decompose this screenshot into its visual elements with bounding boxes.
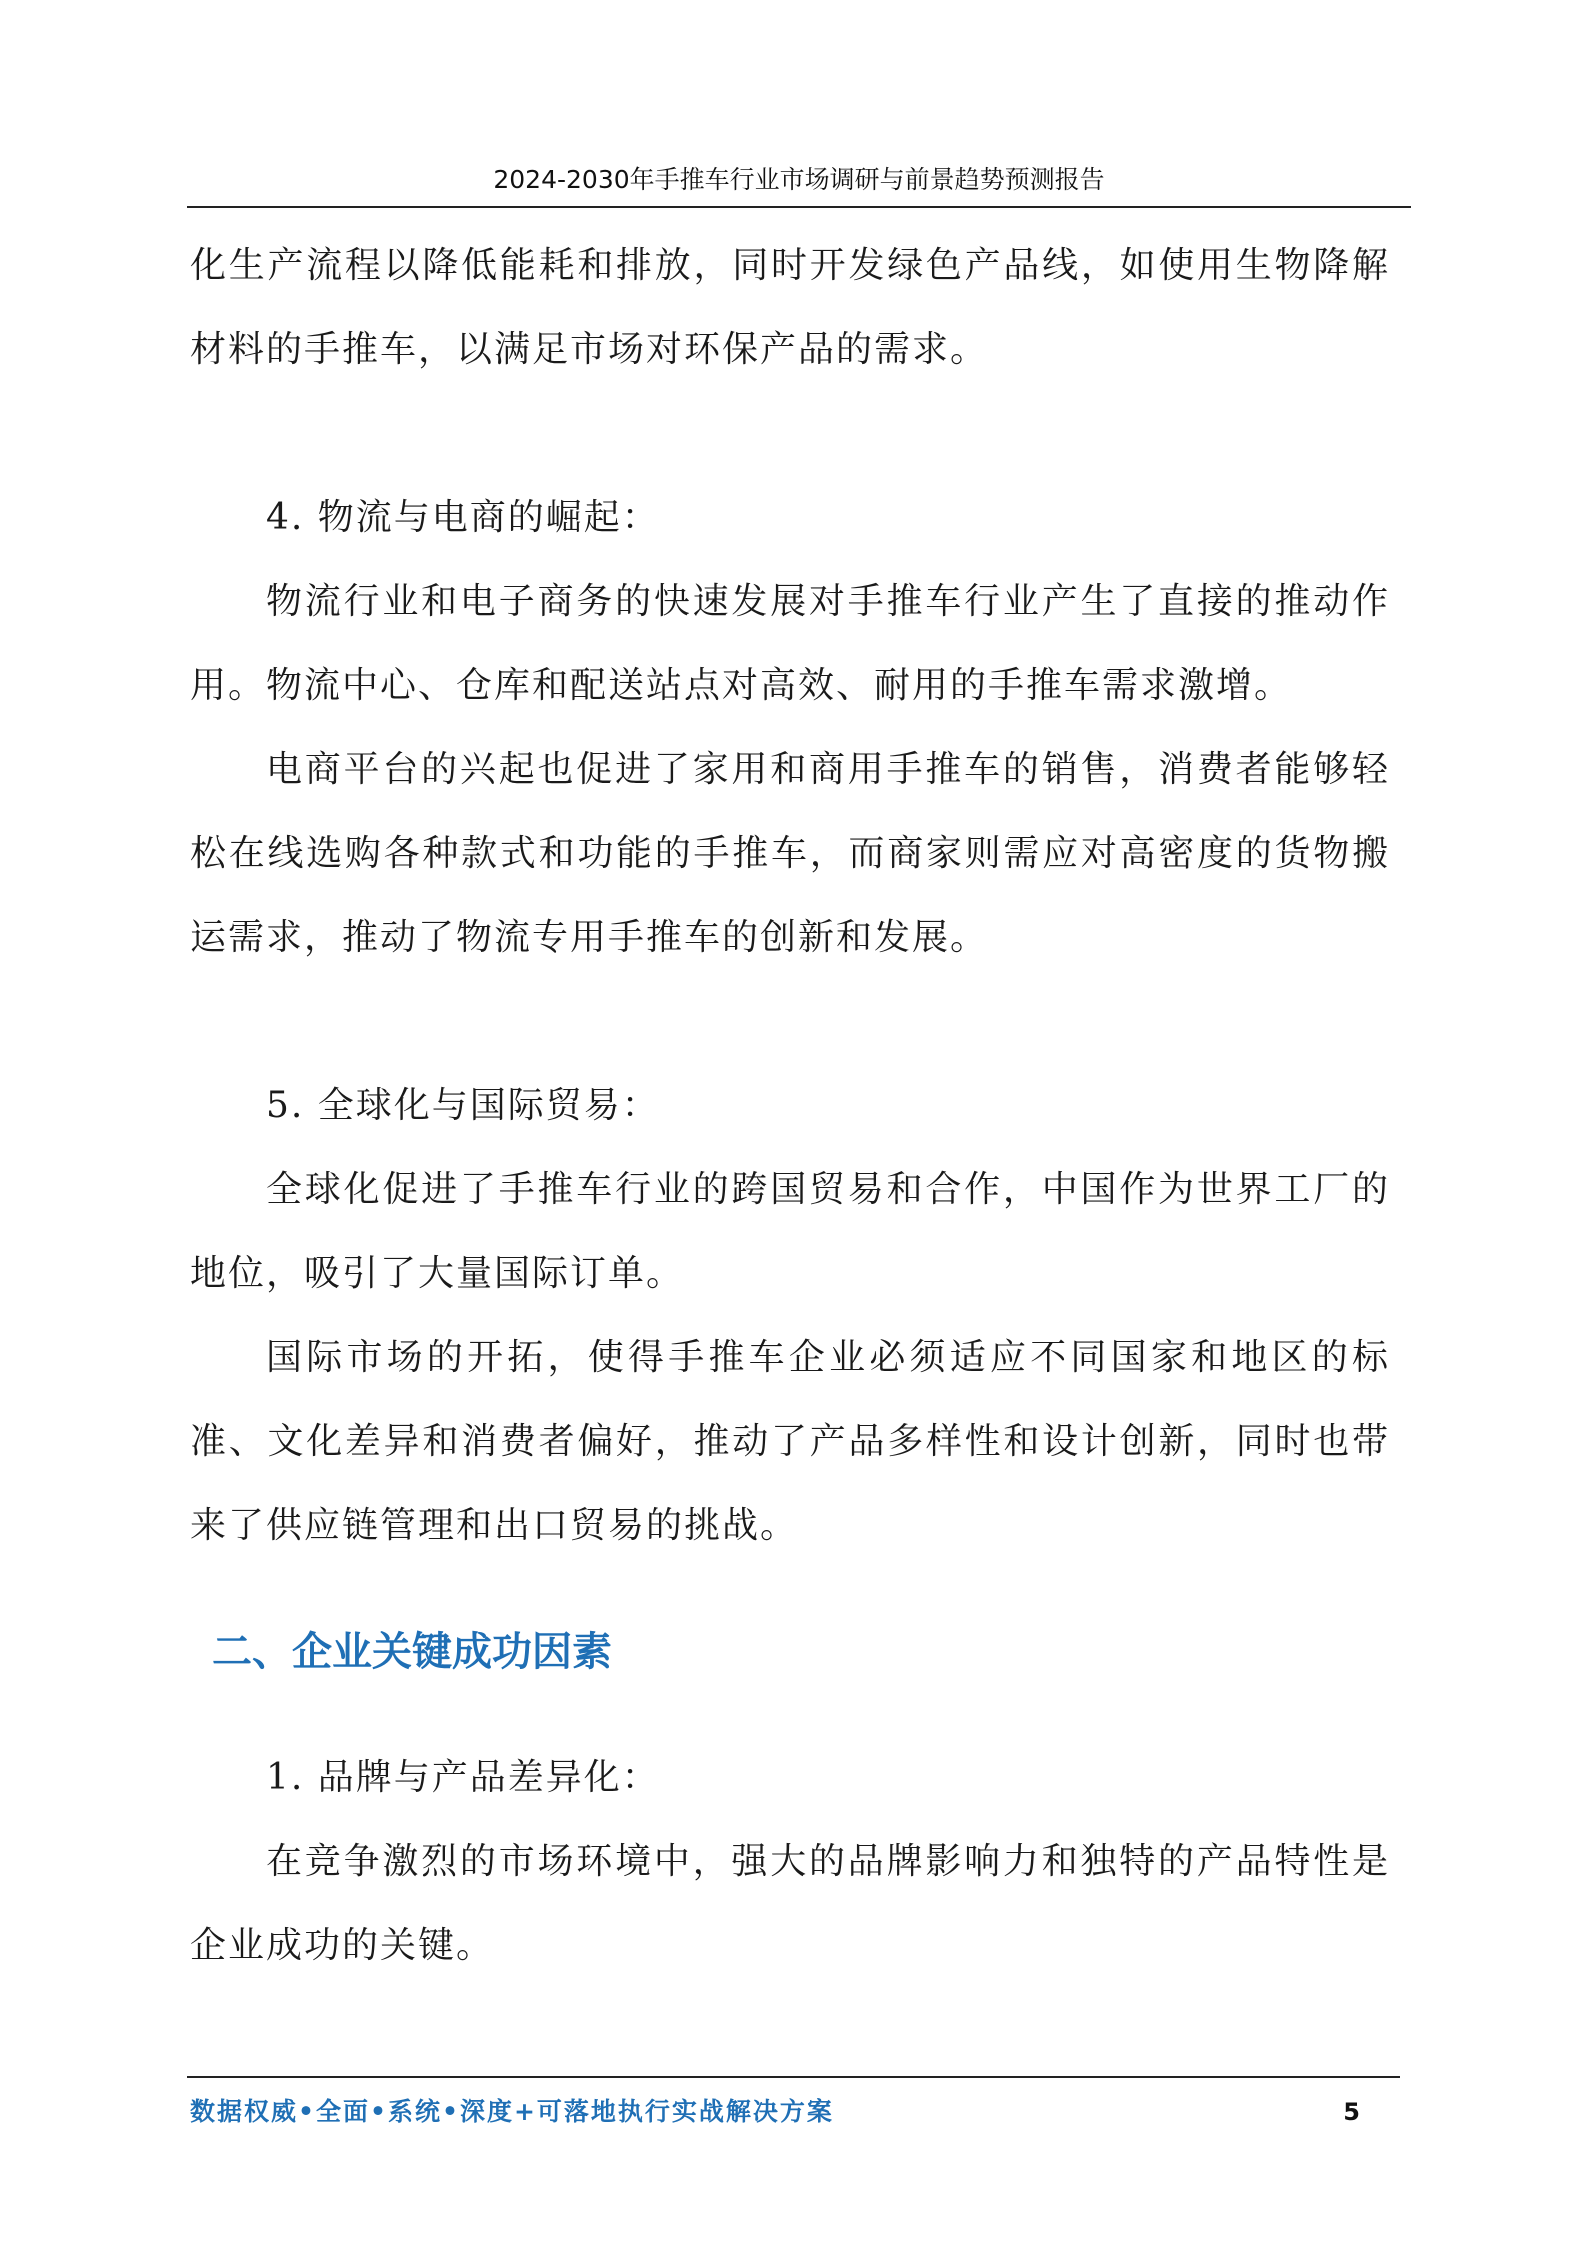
paragraph-international-market: 国际市场的开拓，使得手推车企业必须适应不同国家和地区的标准、文化差异和消费者偏好，推动了产品多样性和设计创新，同时也带来了供应链管理和出口贸易的挑战。 <box>190 1337 1390 1546</box>
spacer <box>190 392 1390 476</box>
page-header-title: 2024-2030年手推车行业市场调研与前景趋势预测报告 <box>187 160 1411 208</box>
section-heading: 二、企业关键成功因素 <box>212 1629 612 1675</box>
list-item-title-1: 1. 品牌与产品差异化： <box>266 1757 660 1798</box>
footer-divider <box>187 2076 1400 2078</box>
document-body <box>190 224 1390 1988</box>
page-number: 5 <box>1343 2098 1360 2126</box>
paragraph-brand: 在竞争激烈的市场环境中，强大的品牌影响力和独特的产品特性是企业成功的关键。 <box>190 1841 1390 1966</box>
list-item-title-5: 5. 全球化与国际贸易： <box>266 1085 660 1126</box>
paragraph-continued: 化生产流程以降低能耗和排放，同时开发绿色产品线，如使用生物降解材料的手推车，以满足市场对环保产品的需求。 <box>190 245 1390 370</box>
paragraph-logistics: 物流行业和电子商务的快速发展对手推车行业产生了直接的推动作用。物流中心、仓库和配送站点对高效、耐用的手推车需求激增。 <box>190 581 1390 706</box>
paragraph-ecommerce: 电商平台的兴起也促进了家用和商用手推车的销售，消费者能够轻松在线选购各种款式和功能的手推车，而商家则需应对高密度的货物搬运需求，推动了物流专用手推车的创新和发展。 <box>190 749 1390 958</box>
paragraph-globalization: 全球化促进了手推车行业的跨国贸易和合作，中国作为世界工厂的地位，吸引了大量国际订单。 <box>190 1169 1390 1294</box>
list-item-title-4: 4. 物流与电商的崛起： <box>266 497 660 538</box>
spacer <box>190 980 1390 1064</box>
footer-slogan: 数据权威•全面•系统•深度+可落地执行实战解决方案 <box>190 2097 834 2126</box>
